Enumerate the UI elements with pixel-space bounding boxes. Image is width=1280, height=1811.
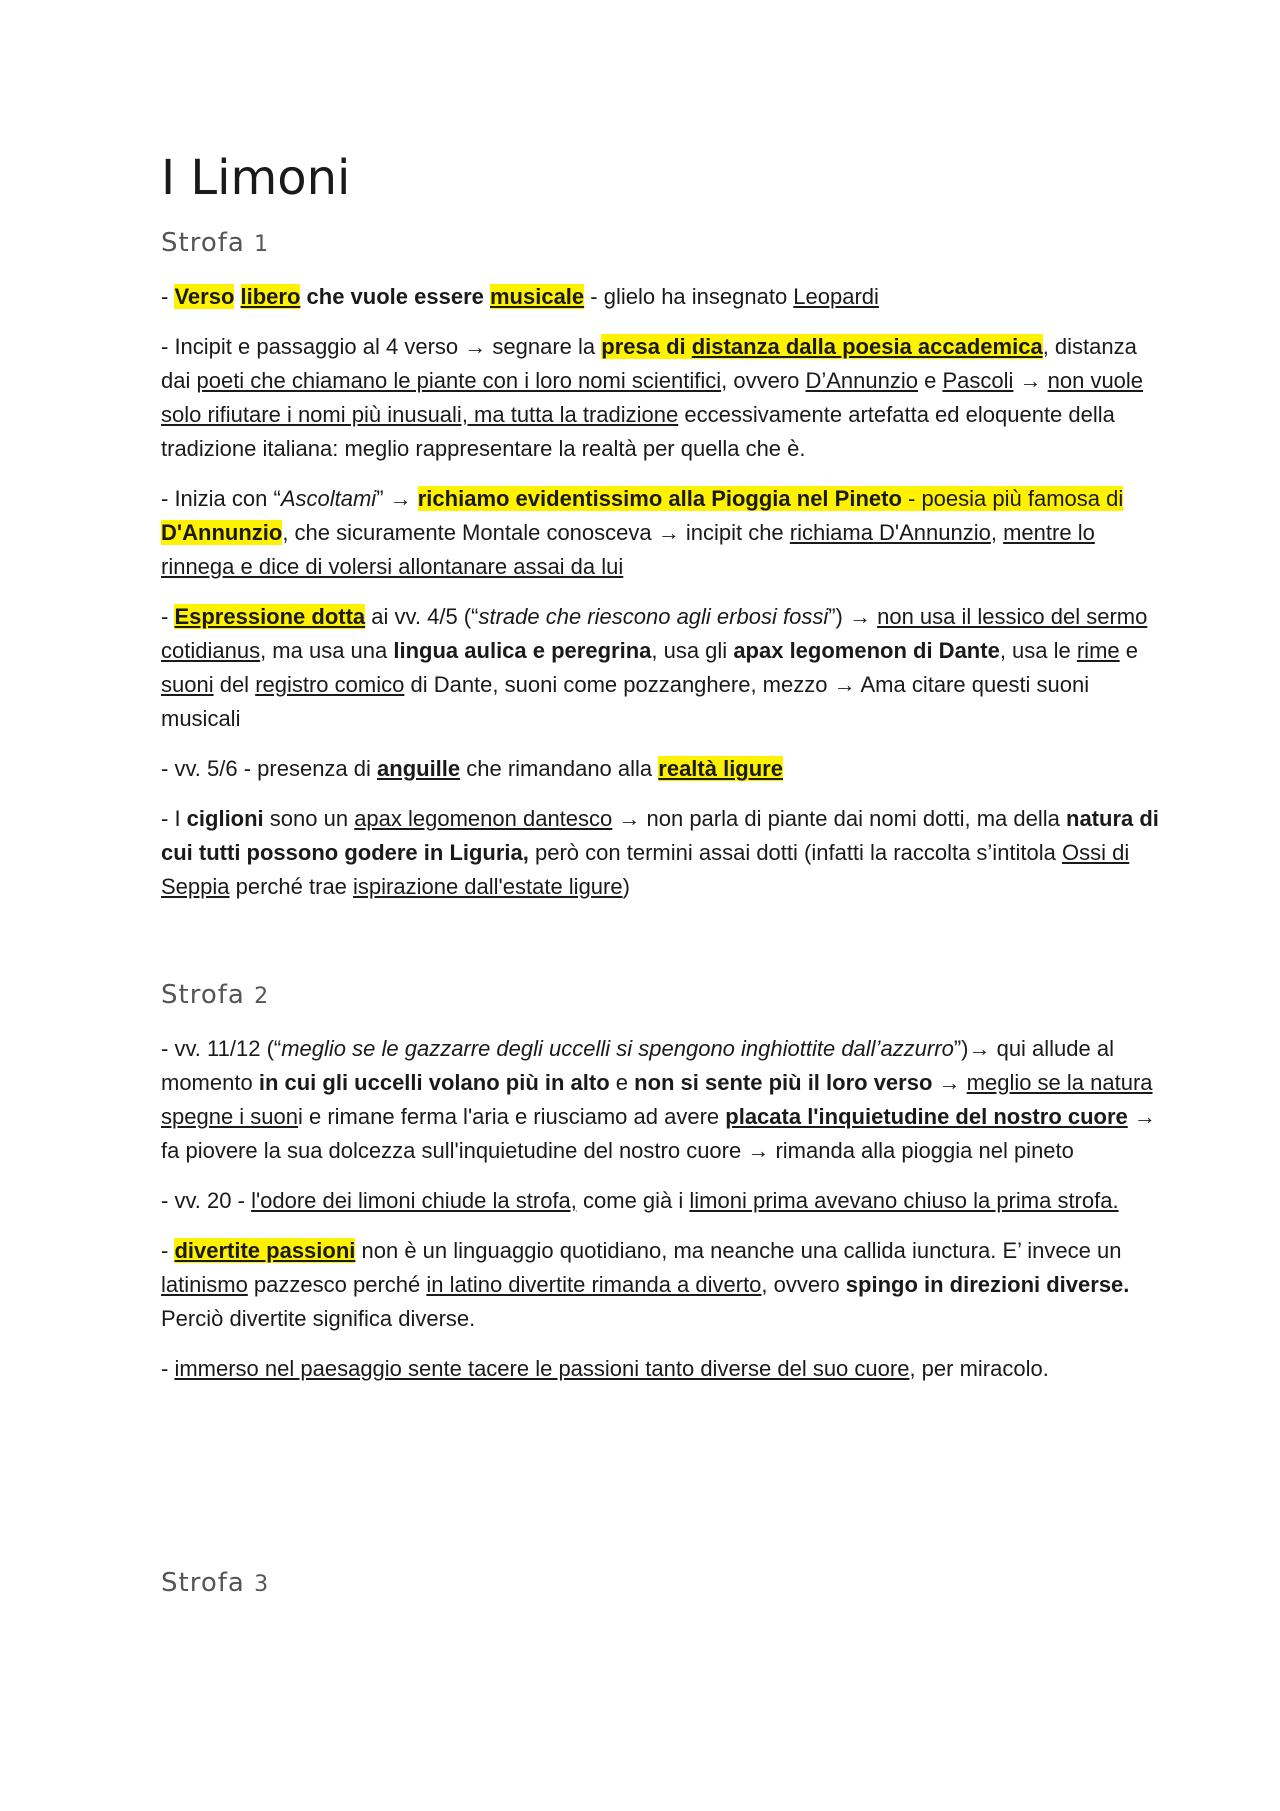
paragraph — [161, 482, 1161, 584]
text-run: , ovvero — [721, 368, 806, 393]
text-run: Espressione dotta — [174, 604, 366, 629]
paragraph — [161, 600, 1161, 736]
text-run: presa di — [601, 334, 692, 359]
text-run: - Incipit e passaggio al 4 verso → segnare la — [161, 334, 602, 359]
text-run: meglio se la natura spegne i suon — [161, 1070, 1153, 1129]
paragraph — [161, 1184, 1161, 1218]
text-run: apax legomenon di Dante — [733, 638, 1000, 663]
text-run: richiamo evidentissimo alla Pioggia nel Pineto — [417, 486, 902, 511]
text-run: registro comico — [255, 672, 405, 697]
text-run: ” → — [376, 486, 418, 511]
text-run: che rimandano alla — [460, 756, 659, 781]
paragraph — [161, 1234, 1161, 1336]
text-run: di Dante, suoni come pozzanghere, mezzo → Ama citare questi suoni musicali — [161, 672, 1090, 731]
text-run: , distanza dai — [161, 334, 1137, 393]
text-run: → — [932, 1070, 967, 1095]
text-run: musicale — [489, 284, 585, 309]
section-heading-number: 2 — [254, 984, 270, 1009]
text-run: latinismo — [161, 1272, 248, 1297]
text-run: → fa piovere la sua dolcezza sull'inquietudine del nostro cuore → rimanda alla pioggia nel pineto — [161, 1104, 1156, 1163]
text-run: , ovvero — [761, 1272, 846, 1297]
text-run: , che sicuramente Montale conosceva → incipit che — [282, 520, 790, 545]
text-run: non usa il lessico del sermo cotidianus — [161, 604, 1148, 663]
text-run: perché trae — [229, 874, 354, 899]
text-run: non si sente più il loro verso — [634, 1070, 933, 1095]
text-run: suoni — [161, 672, 214, 697]
text-run: meglio se le gazzarre degli uccelli si spengono inghiottite dall’azzurro — [281, 1036, 954, 1061]
text-run: lingua aulica e peregrina — [393, 638, 652, 663]
paragraph — [161, 1352, 1161, 1386]
text-run: ”)→ qui allude al momento — [161, 1036, 1114, 1095]
text-run — [234, 284, 240, 309]
text-run: distanza dalla poesia accademica — [691, 334, 1043, 359]
text-run: i e rimane ferma l'aria e riusciamo ad avere — [298, 1104, 726, 1129]
text-run: divertite passioni — [174, 1238, 356, 1263]
text-run: del — [213, 672, 256, 697]
text-run: e — [1119, 638, 1138, 663]
text-run: pazzesco perché — [247, 1272, 427, 1297]
text-run: spingo in direzioni diverse. — [845, 1272, 1130, 1297]
text-run: , — [990, 520, 1004, 545]
text-run: - poesia più famosa di — [901, 486, 1124, 511]
text-run: ciglioni — [186, 806, 264, 831]
section-heading-label: Strofa — [161, 980, 245, 1010]
text-run: , per miracolo. — [909, 1356, 1049, 1381]
paragraph — [161, 752, 1161, 786]
text-run: anguille — [377, 756, 461, 781]
text-run: Ossi di Seppia — [161, 840, 1130, 899]
text-run: placata l'inquietudine del nostro cuore — [725, 1104, 1128, 1129]
text-run: - — [161, 284, 175, 309]
text-run: Ascoltami — [280, 486, 377, 511]
text-run: - — [161, 604, 175, 629]
document-title: I Limoni — [161, 150, 351, 206]
text-run: - vv. 11/12 (“ — [161, 1036, 282, 1061]
text-run: rime — [1076, 638, 1120, 663]
section-heading-label: Strofa — [161, 228, 245, 258]
section-heading — [161, 1566, 1160, 1602]
text-run: ) — [622, 874, 630, 899]
text-run: richiama D'Annunzio — [789, 520, 991, 545]
text-run: apax legomenon dantesco — [354, 806, 613, 831]
text-run: non è un linguaggio quotidiano, ma neanche una callida iunctura. E’ invece un — [355, 1238, 1122, 1263]
paragraph — [161, 802, 1161, 904]
text-run: , ma usa una — [260, 638, 394, 663]
text-run: e — [918, 368, 943, 393]
text-run: - vv. 5/6 - presenza di — [161, 756, 378, 781]
text-run: l'odore dei limoni chiude la strofa, — [251, 1188, 577, 1213]
section-heading-label: Strofa — [161, 1568, 245, 1598]
text-run: come già i — [576, 1188, 690, 1213]
section-heading — [161, 226, 1160, 262]
text-run: in latino divertite rimanda a diverto — [426, 1272, 762, 1297]
text-run: , usa le — [999, 638, 1077, 663]
section-heading — [161, 978, 1160, 1014]
text-run: ”) → — [828, 604, 878, 629]
text-run: realtà ligure — [658, 756, 783, 781]
document-body — [161, 226, 1160, 1602]
text-run: e — [609, 1070, 635, 1095]
section-strofa-1 — [161, 226, 1160, 904]
text-run: eccessivamente artefatta ed eloquente della tradizione italiana: meglio rappresentare la realtà per quella che è. — [161, 402, 1115, 461]
text-run: Leopardi — [793, 284, 879, 309]
text-run: Verso — [174, 284, 235, 309]
text-run: poeti che chiamano le piante con i loro nomi scientifici — [196, 368, 722, 393]
text-run: → non parla di piante dai nomi dotti, ma della — [612, 806, 1066, 831]
text-run: che vuole essere — [300, 284, 490, 309]
section-strofa-2 — [161, 978, 1160, 1386]
text-run: in cui gli uccelli volano più in alto — [258, 1070, 610, 1095]
text-run: D’Annunzio — [805, 368, 918, 393]
text-run: ispirazione dall'estate ligure — [353, 874, 623, 899]
section-heading-number: 1 — [254, 232, 270, 257]
text-run: - — [161, 1356, 175, 1381]
text-run: , usa gli — [651, 638, 734, 663]
text-run: limoni prima avevano chiuso la prima strofa. — [689, 1188, 1119, 1213]
text-run: - Inizia con “ — [161, 486, 281, 511]
text-run: D'Annunzio — [161, 520, 283, 545]
text-run: - glielo ha insegnato — [584, 284, 794, 309]
text-run: → — [1013, 368, 1048, 393]
text-run: sono un — [263, 806, 355, 831]
text-run: - — [161, 1238, 175, 1263]
paragraph — [161, 330, 1161, 466]
text-run: Perciò divertite significa diverse. — [161, 1306, 476, 1331]
text-run: strade che riescono agli erbosi fossi — [478, 604, 829, 629]
text-run: libero — [240, 284, 301, 309]
paragraph — [161, 280, 1161, 314]
text-run: natura di cui tutti possono godere in Liguria, — [161, 806, 1159, 865]
section-heading-number: 3 — [254, 1572, 270, 1597]
paragraph — [161, 1032, 1161, 1168]
text-run: - vv. 20 - — [161, 1188, 252, 1213]
text-run: immerso nel paesaggio sente tacere le passioni tanto diverse del suo cuore — [174, 1356, 910, 1381]
text-run: Pascoli — [942, 368, 1014, 393]
text-run: però con termini assai dotti (infatti la raccolta s’intitola — [528, 840, 1063, 865]
text-run: ai vv. 4/5 (“ — [365, 604, 479, 629]
section-strofa-3 — [161, 1566, 1160, 1602]
text-run: mentre lo rinnega e dice di volersi allontanare assai da lui — [161, 520, 1095, 579]
text-run: - I — [161, 806, 187, 831]
text-run: non vuole solo rifiutare i nomi più inusuali, ma tutta la tradizione — [161, 368, 1144, 427]
